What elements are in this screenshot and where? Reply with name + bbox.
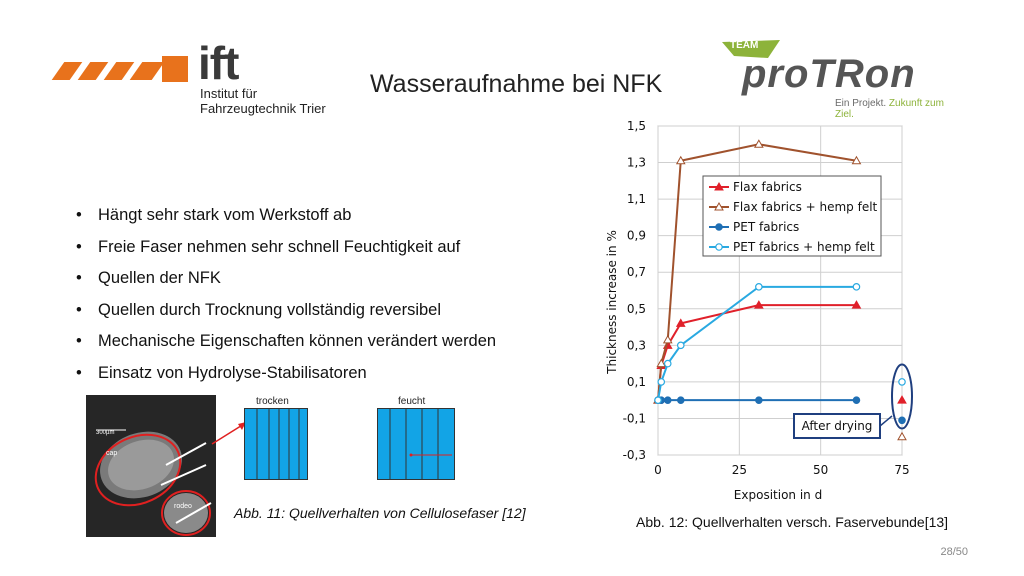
y-tick-label: 0,5 — [626, 301, 646, 316]
chart-grid — [658, 126, 902, 455]
ift-line2: Fahrzeugtechnik Trier — [200, 101, 326, 116]
data-point — [756, 397, 762, 403]
x-tick-label: 50 — [813, 463, 829, 477]
bullet-item: • Quellen der NFK — [76, 269, 496, 301]
data-point — [853, 284, 859, 290]
fabric-dry — [244, 408, 308, 480]
ift-logo-text: ift — [198, 37, 239, 89]
thickness-chart — [600, 112, 930, 512]
y-tick-label: 0,1 — [626, 374, 646, 389]
protron-team: TEAM — [730, 40, 759, 51]
y-tick-label: 0,9 — [626, 228, 646, 243]
logo-stripe — [78, 62, 109, 80]
bullet-item: • Mechanische Eigenschaften können verändert werden — [76, 332, 496, 364]
ift-line1: Institut für — [200, 86, 258, 101]
data-point — [716, 244, 722, 250]
y-tick-label: 1,5 — [626, 119, 646, 133]
chart-xlabel: Exposition in d — [733, 488, 823, 502]
page-number: 28/50 — [940, 546, 968, 558]
after-drying-label: After drying — [801, 419, 873, 433]
caption-figure-11: Abb. 11: Quellverhalten von Cellulosefaser [12] — [234, 505, 526, 521]
y-tick-label: 1,1 — [626, 192, 646, 207]
fabric-wet — [377, 408, 455, 480]
micrograph-cap-label: cap — [106, 450, 118, 457]
bullet-item: • Hängt sehr stark vom Werkstoff ab — [76, 206, 496, 238]
y-tick-label: -0,3 — [622, 448, 646, 462]
legend-entry: PET fabrics + hemp felt — [733, 240, 875, 254]
micrograph-scale: 300µm — [96, 430, 115, 436]
data-point — [899, 417, 905, 423]
y-tick-label: -0,1 — [622, 411, 646, 426]
fabric-wet-lines — [378, 409, 454, 479]
slogan-part-b: Zukunft zum Ziel. — [835, 98, 944, 120]
label-trocken: trocken — [256, 396, 289, 407]
label-feucht: feucht — [398, 396, 426, 407]
legend-entry: Flax fabrics + hemp felt — [733, 200, 878, 214]
data-point — [716, 224, 722, 230]
x-tick-label: 0 — [654, 463, 662, 477]
slide-title: Wasseraufnahme bei NFK — [370, 70, 663, 98]
logo-square — [162, 56, 188, 82]
micrograph-rod-label: rodeo — [174, 503, 192, 510]
data-point — [899, 379, 905, 385]
logo-stripe — [104, 62, 135, 80]
ift-logo — [50, 37, 340, 120]
chart-ylabel: Thickness increase in % — [605, 230, 619, 374]
data-point — [756, 284, 762, 290]
x-tick-label: 25 — [731, 463, 747, 477]
data-point — [665, 360, 671, 366]
legend-entry: Flax fabrics — [733, 180, 802, 194]
y-tick-label: 0,7 — [626, 265, 646, 280]
micrograph-image — [86, 395, 216, 537]
chart-legend — [703, 176, 881, 256]
x-tick-label: 75 — [894, 463, 910, 477]
data-point — [658, 379, 664, 385]
data-point — [853, 397, 859, 403]
bullet-item: • Quellen durch Trocknung vollständig reversibel — [76, 301, 496, 333]
caption-figure-12: Abb. 12: Quellverhalten versch. Faservebunde[13] — [636, 514, 949, 530]
fiber-micrograph — [86, 395, 216, 537]
y-tick-label: 1,3 — [626, 155, 646, 170]
protron-logo — [720, 38, 960, 120]
plot-area — [658, 126, 902, 455]
data-point — [678, 342, 684, 348]
logo-stripe — [52, 62, 83, 80]
legend-entry: PET fabrics — [733, 220, 800, 234]
y-tick-label: 0,3 — [626, 338, 646, 353]
data-point — [678, 397, 684, 403]
data-point — [655, 397, 661, 403]
bullet-item: • Freie Faser nehmen sehr schnell Feuchtigkeit auf — [76, 238, 496, 270]
bullet-item: • Einsatz von Hydrolyse-Stabilisatoren — [76, 364, 496, 396]
logo-stripe — [130, 62, 165, 80]
protron-word: proTRon — [742, 52, 916, 96]
fabric-dry-lines — [245, 409, 307, 479]
slogan-part-a: Ein Projekt. — [835, 98, 887, 109]
bullet-list — [76, 206, 496, 396]
data-point — [665, 397, 671, 403]
